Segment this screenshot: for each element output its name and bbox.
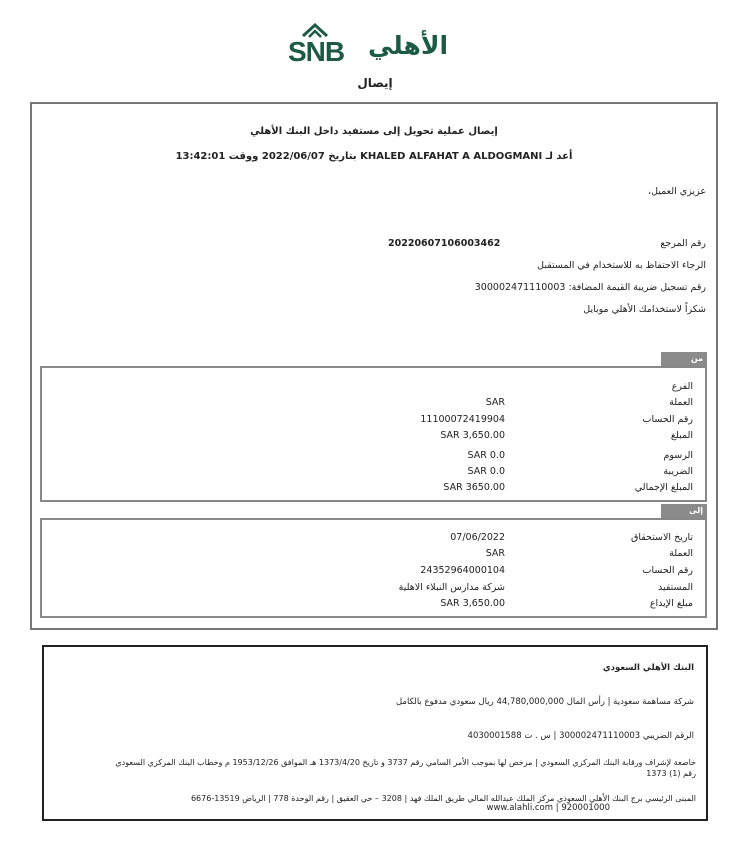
to-section-row-value: 3,650.00 SAR: [440, 598, 505, 609]
thanks-note: شكراً لاستخدامك الأهلي موبايل: [583, 304, 706, 315]
receipt-heading: إيصال عملية تحويل إلى مستفيد داخل البنك الأهلي: [250, 126, 498, 137]
footer-regulation-line2: رقم (1) 1373: [646, 769, 696, 778]
document-title: إيصال: [357, 76, 393, 90]
from-section-row-value: 0.0 SAR: [467, 466, 505, 477]
from-section-row-label: الرسوم: [663, 450, 693, 461]
to-section-box: [40, 518, 707, 618]
to-section-row-label: المستفيد: [657, 582, 693, 593]
to-section-row-label: العملة: [669, 548, 693, 559]
from-section-row-label: المبلغ الإجمالي: [634, 482, 693, 493]
footer-regulation-line1: خاضعة لإشراف ورقابة البنك المركزي السعودي | مرخص لها بموجب الأمر السامي رقم 3737 و تاريخ 1373/4/20 هـ الموافق 1953/12/26 م وخطاب البنك المركزي السعودي: [115, 758, 696, 767]
from-section-box: [40, 366, 707, 502]
to-section-row-value: 24352964000104: [420, 565, 505, 576]
from-section-label: من: [661, 352, 707, 366]
to-section-row-value: SAR: [485, 548, 505, 559]
to-section-row-label: رقم الحساب: [642, 565, 693, 576]
from-section-row-value: 3650.00 SAR: [443, 482, 505, 493]
snb-logo: [286, 22, 456, 66]
from-section-row-label: الضريبة: [663, 466, 693, 477]
from-section-row-value: 0.0 SAR: [467, 450, 505, 461]
from-section-row-label: العملة: [669, 397, 693, 408]
reference-label: رقم المرجع: [660, 238, 706, 249]
to-section-label: إلى: [661, 504, 707, 518]
from-section-row-label: رقم الحساب: [642, 414, 693, 425]
keep-note: الرجاء الاحتفاظ به للاستخدام في المستقبل: [537, 260, 706, 271]
date-prefix: بتاريخ: [328, 151, 357, 162]
from-section-row-value: 3,650.00 SAR: [440, 430, 505, 441]
receipt-time: 13:42:01: [175, 151, 226, 162]
greeting: عزيزي العميل،: [648, 186, 706, 197]
footer-company-line: شركة مساهمة سعودية | رأس المال 44,780,000,000 ريال سعودي مدفوع بالكامل: [395, 697, 694, 707]
to-section-row-label: مبلغ الإيداع: [649, 598, 693, 609]
from-section-row-value: SAR: [485, 397, 505, 408]
logo-arabic-text: الأهلي: [368, 31, 449, 60]
footer-address-line2: 920001000 | www.alahli.com: [486, 803, 610, 813]
reference-number: 20220607106003462: [388, 238, 501, 249]
prepared-prefix: أعد لـ: [545, 151, 573, 162]
to-section-row-value: 07/06/2022: [450, 532, 505, 543]
bank-footer: [42, 645, 708, 821]
footer-tax-line: الرقم الضريبي 300002471110003 | س . ت 4030001588: [467, 731, 694, 741]
from-section-row-label: الفرع: [671, 381, 693, 392]
receipt-date: 2022/06/07: [261, 151, 325, 162]
logo-latin-text: SNB: [288, 36, 345, 67]
vat-registration: رقم تسجيل ضريبة القيمة المضافة: 300002471110003: [474, 282, 706, 293]
to-section-row-label: تاريخ الاستحقاق: [630, 532, 693, 543]
footer-bank-name: البنك الأهلي السعودي: [602, 663, 694, 673]
from-section-row-label: المبلغ: [670, 430, 693, 441]
receipt-prepared-line: [32, 151, 716, 163]
time-prefix: ووقت: [228, 151, 259, 162]
to-section-row-value: شركة مدارس النبلاء الاهلية: [398, 582, 505, 593]
from-section-row-value: 11100072419904: [420, 414, 505, 425]
footer-address-line1: المبنى الرئيسي برج البنك الأهلي السعودي مركز الملك عبدالله المالي طريق الملك فهد | 3208 – حي العقيق | رقم الوحدة 778 | الرياض 13519-6676: [190, 794, 696, 803]
customer-name: KHALED ALFAHAT A ALDOGMANI: [360, 151, 543, 162]
